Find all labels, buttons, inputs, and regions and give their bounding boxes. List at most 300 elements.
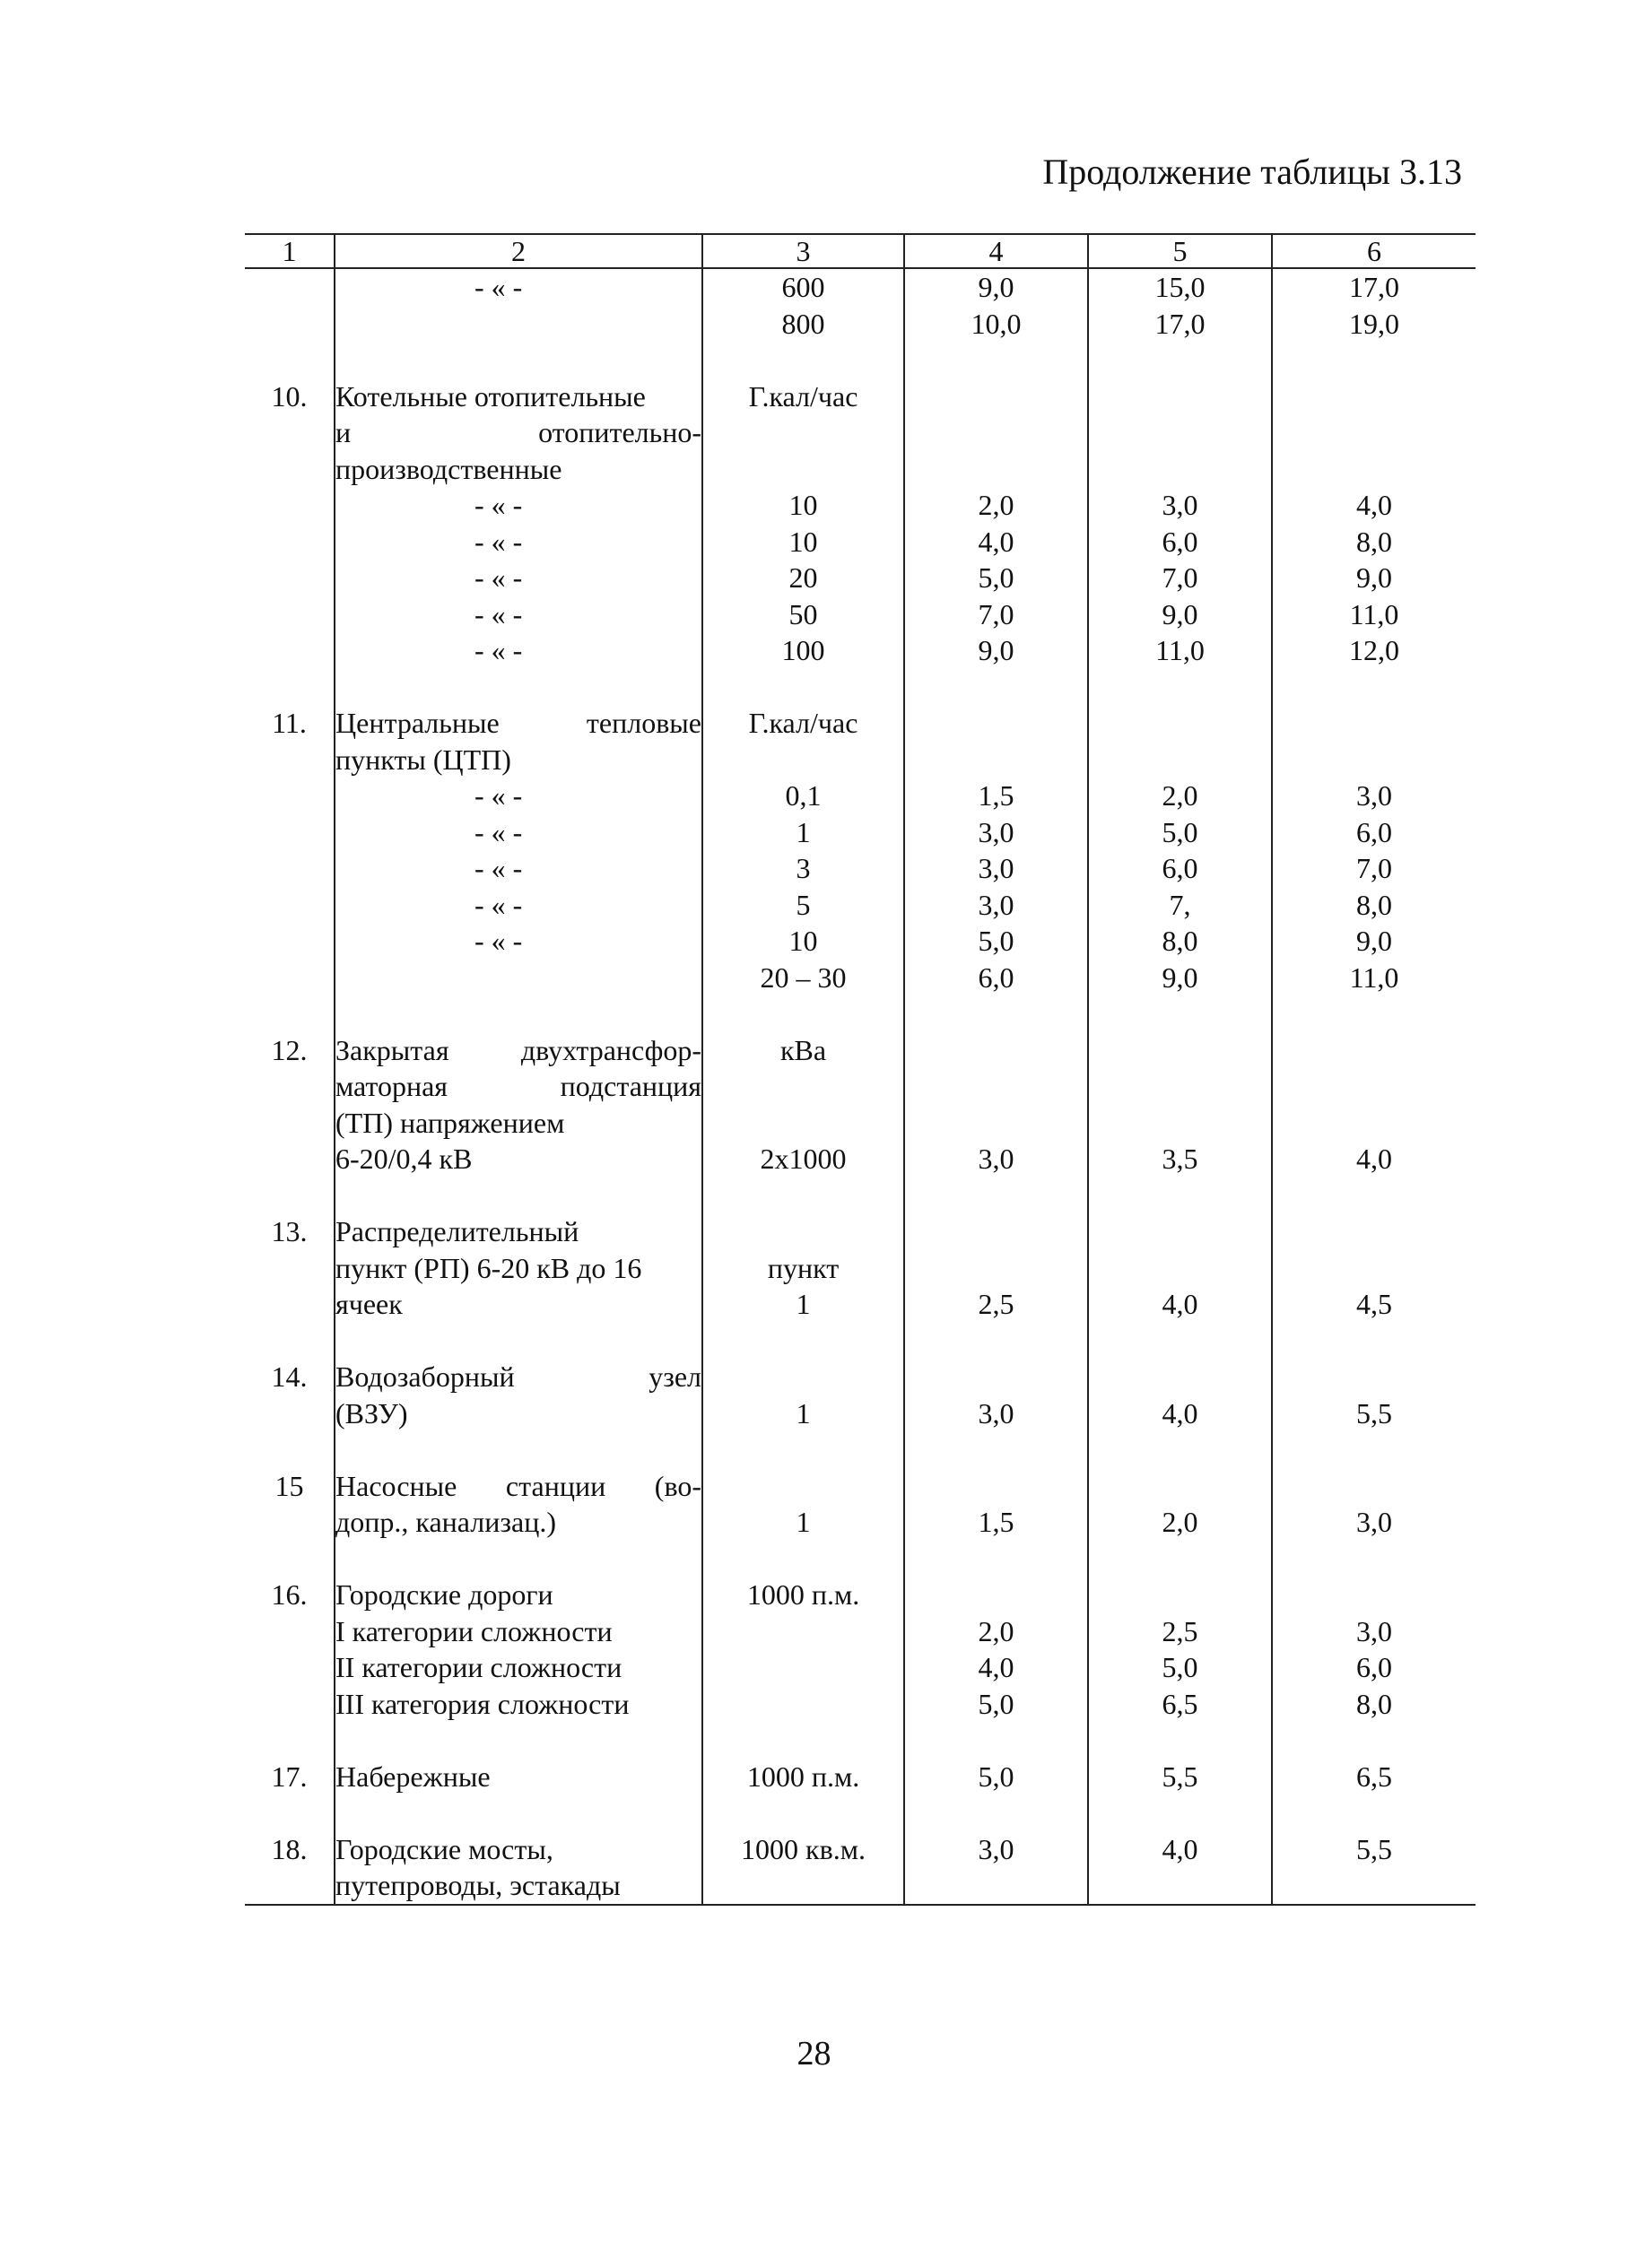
row-name-line: - « - (474, 815, 523, 848)
row-number: 16. (271, 1578, 308, 1611)
row-name-cell (335, 1577, 702, 1759)
row-spacer (335, 1177, 701, 1214)
row-name-cell (335, 378, 702, 706)
cell-value (1089, 1577, 1271, 1613)
row-name-line: - « - (474, 525, 523, 558)
row-spacer (245, 1068, 334, 1105)
column-number-row (245, 234, 1476, 268)
row-value-cell (904, 378, 1088, 706)
row-spacer (1273, 1177, 1476, 1214)
cell-value: 9,0 (978, 634, 1014, 666)
unit-value: 1 (796, 1288, 811, 1320)
row-name-line: I категории сложности (335, 1614, 613, 1647)
row-name-line: ячеек (335, 1288, 403, 1320)
row-value-cell (1088, 1831, 1272, 1905)
row-spacer (1089, 342, 1271, 378)
cell-value: 6,0 (1356, 815, 1392, 848)
cell-value (1273, 1867, 1476, 1904)
cell-value (905, 1250, 1087, 1287)
cell-value (1273, 1359, 1476, 1395)
row-number: 17. (271, 1760, 308, 1793)
row-name-line: Водозаборный узел (335, 1360, 701, 1393)
cell-value (1089, 414, 1271, 451)
cell-value (905, 1068, 1087, 1105)
cell-value: 5,0 (978, 1760, 1014, 1793)
row-name-line: Городские дороги (335, 1578, 553, 1611)
row-spacer (905, 1722, 1087, 1759)
column-header: 2 (335, 234, 702, 268)
row-name-cell (335, 268, 702, 378)
row-spacer (703, 1541, 903, 1577)
row-number: 15 (274, 1469, 304, 1502)
row-spacer (1273, 1722, 1476, 1759)
cell-value: 1,5 (978, 779, 1014, 812)
row-spacer (335, 1431, 701, 1468)
cell-value: 6,0 (1356, 1651, 1392, 1683)
unit-value (703, 1649, 903, 1686)
cell-value: 3,0 (978, 1143, 1014, 1175)
cell-value: 3,0 (1356, 779, 1392, 812)
row-spacer (905, 1541, 1087, 1577)
unit-value: 50 (788, 597, 818, 630)
cell-value: 9,0 (1162, 960, 1198, 994)
cell-value: 4,0 (1356, 1143, 1392, 1175)
row-value-cell (1088, 1577, 1272, 1759)
cell-value: 8,0 (1356, 1687, 1392, 1720)
cell-value (1273, 414, 1476, 451)
row-name-line: III категория сложности (335, 1687, 630, 1720)
row-spacer (245, 1613, 334, 1650)
cell-value: 11,0 (1349, 597, 1399, 630)
table-body (245, 268, 1476, 1905)
column-header: 4 (904, 234, 1088, 268)
row-name-line: Центральные тепловые (335, 707, 701, 739)
row-value-cell (904, 268, 1088, 378)
unit-value: 1000 п.м. (746, 1760, 860, 1793)
cell-value: 5,0 (978, 1687, 1014, 1720)
row-name-line: (ТП) напряжением (335, 1106, 565, 1139)
row-number-cell (245, 1577, 335, 1759)
row-name-line: - « - (474, 271, 523, 303)
cell-value: 7,0 (1356, 852, 1392, 884)
cell-value: 5,0 (1162, 1651, 1198, 1683)
row-spacer (1089, 1323, 1271, 1360)
cell-value: 3,0 (1162, 489, 1198, 521)
unit-value: 20 – 30 (760, 960, 847, 994)
row-number-cell (245, 1759, 335, 1831)
unit-value: 600 (781, 271, 825, 303)
row-unit-cell (702, 1359, 904, 1468)
cell-value: 9,0 (1356, 925, 1392, 957)
cell-value (1273, 378, 1476, 415)
cell-value: 5,0 (1162, 815, 1198, 848)
row-name-line: Набережные (335, 1760, 491, 1793)
row-unit-cell (702, 705, 904, 1032)
cell-value: 8,0 (1356, 525, 1392, 558)
cell-value: 12,0 (1349, 634, 1399, 666)
row-unit-cell (702, 1032, 904, 1214)
row-unit-cell (702, 1213, 904, 1359)
row-value-cell (1272, 1577, 1476, 1759)
cell-value: 10,0 (971, 307, 1022, 340)
cell-value (1273, 1032, 1476, 1069)
column-header: 1 (245, 234, 335, 268)
cell-value (1273, 1468, 1476, 1505)
cell-value: 4,5 (1356, 1288, 1392, 1320)
cell-value: 11,0 (1349, 960, 1399, 994)
row-value-cell (1088, 1213, 1272, 1359)
row-spacer (1089, 995, 1271, 1032)
cell-value (905, 414, 1087, 451)
row-value-cell (1088, 378, 1272, 706)
row-value-cell (1272, 268, 1476, 378)
cell-value (1089, 705, 1271, 742)
row-number-cell (245, 378, 335, 706)
row-spacer (245, 414, 334, 451)
unit-value (703, 1867, 903, 1904)
row-number-cell (245, 1831, 335, 1905)
row-spacer (335, 669, 701, 706)
row-spacer (245, 742, 334, 778)
cell-value (905, 378, 1087, 415)
page-number: 28 (797, 2035, 831, 2072)
row-value-cell (904, 705, 1088, 1032)
row-name-line: - « - (474, 852, 523, 884)
cell-value: 4,0 (1356, 489, 1392, 521)
row-spacer (335, 1541, 701, 1577)
cell-value: 6,0 (978, 960, 1014, 994)
table-row (245, 1759, 1476, 1831)
row-value-cell (1272, 1032, 1476, 1214)
row-name-cell (335, 705, 702, 1032)
row-value-cell (904, 1032, 1088, 1214)
cell-value: 3,0 (1356, 1506, 1392, 1538)
cell-value: 5,5 (1356, 1396, 1392, 1429)
cell-value: 4,0 (978, 525, 1014, 558)
row-spacer (905, 669, 1087, 706)
row-spacer (703, 1323, 903, 1360)
row-name-line: пункт (РП) 6-20 кВ до 16 (335, 1251, 642, 1284)
row-value-cell (1272, 378, 1476, 706)
unit-value: 1 (796, 1506, 811, 1538)
row-name-line: Распределительный (335, 1215, 579, 1247)
row-name-line: - « - (474, 597, 523, 630)
unit-value (703, 742, 903, 778)
row-name-line: Городские мосты, (335, 1832, 553, 1865)
unit-value: 100 (781, 634, 825, 666)
data-table-wrapper (245, 233, 1476, 1906)
row-name-line: пункты (ЦТП) (335, 743, 511, 776)
row-name-line: II категории сложности (335, 1651, 622, 1683)
cell-value: 6,5 (1162, 1687, 1198, 1720)
cell-value: 2,0 (978, 1614, 1014, 1647)
row-name-line: Закрытая двухтрансфор- (335, 1033, 701, 1066)
row-number: 10. (271, 379, 308, 413)
row-value-cell (1088, 1759, 1272, 1831)
row-name-cell (335, 1359, 702, 1468)
row-spacer (1273, 1541, 1476, 1577)
cell-value: 3,0 (978, 852, 1014, 884)
row-name-line: 6-20/0,4 кВ (335, 1143, 473, 1175)
row-spacer (703, 995, 903, 1032)
table-row (245, 1213, 1476, 1359)
cell-value (905, 1468, 1087, 1505)
cell-value: 9,0 (1162, 597, 1198, 630)
table-row (245, 1359, 1476, 1468)
unit-value: 10 (788, 525, 818, 558)
row-spacer (703, 1431, 903, 1468)
unit-value (703, 1686, 903, 1723)
cell-value: 1,5 (978, 1506, 1014, 1538)
unit-value (703, 451, 903, 488)
cell-value: 6,0 (1162, 852, 1198, 884)
row-value-cell (1088, 268, 1272, 378)
row-spacer (245, 1504, 334, 1541)
row-name-cell (335, 1032, 702, 1214)
cell-value: 6,0 (1162, 525, 1198, 558)
cell-value: 4,0 (978, 1651, 1014, 1683)
cell-value (1089, 1105, 1271, 1142)
table-row (245, 268, 1476, 378)
row-name-cell (335, 1213, 702, 1359)
cell-value (1273, 1213, 1476, 1250)
cell-value (1273, 1068, 1476, 1105)
row-value-cell (1272, 1213, 1476, 1359)
row-number-cell (245, 1468, 335, 1577)
row-name-cell (335, 1759, 702, 1831)
row-spacer (905, 1177, 1087, 1214)
row-unit-cell (702, 268, 904, 378)
row-value-cell (1272, 1468, 1476, 1577)
row-name-line: и отопительно- (335, 416, 701, 448)
unit-value: Г.кал/час (748, 379, 858, 413)
cell-value: 2,0 (1162, 779, 1198, 812)
cell-value (1273, 1250, 1476, 1287)
cell-value: 11,0 (1155, 634, 1205, 666)
row-name-line: Насосные станции (во- (335, 1469, 701, 1502)
column-header: 5 (1088, 234, 1272, 268)
unit-value: Г.кал/час (748, 707, 858, 739)
row-spacer (335, 1794, 701, 1831)
cell-value: 5,0 (978, 925, 1014, 957)
row-number: 13. (271, 1215, 308, 1247)
row-name-line: - « - (474, 561, 523, 594)
cell-value: 19,0 (1349, 307, 1399, 340)
row-value-cell (904, 1359, 1088, 1468)
table-row (245, 705, 1476, 1032)
row-spacer (1273, 995, 1476, 1032)
row-spacer (1273, 342, 1476, 378)
cell-value: 8,0 (1356, 888, 1392, 921)
cell-value (905, 1867, 1087, 1904)
cell-value (1273, 705, 1476, 742)
row-unit-cell (702, 1759, 904, 1831)
cell-value: 3,0 (978, 815, 1014, 848)
cell-value (1273, 451, 1476, 488)
cell-value (905, 1359, 1087, 1395)
row-spacer (335, 1722, 701, 1759)
cell-value: 2,0 (1162, 1506, 1198, 1538)
row-spacer (1089, 1431, 1271, 1468)
unit-value: 1 (796, 815, 811, 848)
cell-value (905, 1105, 1087, 1142)
cell-value: 5,5 (1162, 1760, 1198, 1793)
row-number: 18. (271, 1832, 308, 1865)
row-spacer (1273, 669, 1476, 706)
cell-value (905, 742, 1087, 778)
row-spacer (1273, 1431, 1476, 1468)
row-name-cell (335, 1831, 702, 1905)
row-spacer (703, 1177, 903, 1214)
table-row (245, 1468, 1476, 1577)
cell-value (1089, 451, 1271, 488)
row-name-line: (ВЗУ) (335, 1396, 408, 1429)
table-row (245, 378, 1476, 706)
cell-value (905, 1213, 1087, 1250)
unit-value: 10 (788, 925, 818, 957)
cell-value: 7, (1169, 888, 1191, 921)
row-number: 11. (272, 707, 307, 739)
row-value-cell (1088, 705, 1272, 1032)
cell-value (1089, 1867, 1271, 1904)
row-value-cell (904, 1213, 1088, 1359)
cell-value: 4,0 (1162, 1832, 1198, 1865)
cell-value: 5,0 (978, 561, 1014, 594)
unit-value: 10 (788, 489, 818, 521)
row-spacer (1089, 1541, 1271, 1577)
row-number-cell (245, 705, 335, 1032)
unit-value: 800 (781, 307, 825, 340)
unit-value (703, 1359, 903, 1395)
row-spacer (703, 1794, 903, 1831)
row-spacer (703, 342, 903, 378)
row-spacer (245, 1250, 334, 1287)
table-continuation-title: Продолжение таблицы 3.13 (1042, 152, 1462, 192)
row-spacer (703, 669, 903, 706)
row-value-cell (1088, 1359, 1272, 1468)
cell-value: 6,5 (1356, 1760, 1392, 1793)
row-number: 12. (271, 1033, 308, 1066)
row-number-cell (245, 1032, 335, 1214)
row-value-cell (1272, 705, 1476, 1032)
cell-value: 17,0 (1154, 307, 1206, 340)
row-value-cell (1088, 1468, 1272, 1577)
row-spacer (1089, 669, 1271, 706)
row-number: 14. (271, 1360, 308, 1393)
cell-value: 3,0 (1356, 1614, 1392, 1647)
column-header: 6 (1272, 234, 1476, 268)
row-spacer (1089, 1794, 1271, 1831)
row-name-line: - « - (474, 489, 523, 521)
unit-value (703, 1213, 903, 1250)
cell-value (1089, 1468, 1271, 1505)
unit-value: пункт (767, 1251, 840, 1284)
row-number-cell (245, 1213, 335, 1359)
cell-value (1089, 1359, 1271, 1395)
unit-value (703, 1105, 903, 1142)
row-value-cell (904, 1577, 1088, 1759)
row-name-line: - « - (474, 779, 523, 812)
unit-value (703, 1068, 903, 1105)
row-value-cell (904, 1759, 1088, 1831)
unit-value: 2х1000 (760, 1143, 847, 1175)
row-value-cell (1088, 1032, 1272, 1214)
cell-value: 4,0 (1162, 1396, 1198, 1429)
cell-value (1273, 742, 1476, 778)
row-spacer (1089, 1177, 1271, 1214)
cell-value: 3,5 (1162, 1143, 1198, 1175)
cell-value: 15,0 (1154, 271, 1206, 303)
unit-value: 1000 п.м. (746, 1578, 860, 1611)
unit-value (703, 1613, 903, 1650)
unit-value: 1000 кв.м. (741, 1832, 866, 1865)
cell-value: 2,5 (978, 1288, 1014, 1320)
row-spacer (245, 306, 334, 343)
cell-value: 4,0 (1162, 1288, 1198, 1320)
data-table (245, 233, 1476, 1906)
row-spacer (245, 1794, 334, 1831)
row-value-cell (1272, 1359, 1476, 1468)
unit-value (703, 414, 903, 451)
row-value-cell (1272, 1831, 1476, 1905)
cell-value: 17,0 (1349, 271, 1399, 303)
cell-value (1089, 1213, 1271, 1250)
unit-value: кВа (779, 1033, 827, 1066)
row-value-cell (904, 1831, 1088, 1905)
row-spacer (905, 995, 1087, 1032)
unit-value: 0,1 (785, 779, 822, 812)
row-unit-cell (702, 1468, 904, 1577)
table-row (245, 1032, 1476, 1214)
row-name-line: Котельные отопительные (335, 379, 646, 413)
row-spacer (245, 1395, 334, 1432)
row-spacer (1273, 1323, 1476, 1360)
row-name-line: производственные (335, 452, 562, 485)
unit-value: 3 (796, 852, 811, 884)
cell-value: 5,5 (1356, 1832, 1392, 1865)
row-spacer (703, 1722, 903, 1759)
cell-value: 7,0 (978, 597, 1014, 630)
unit-value: 20 (788, 561, 818, 594)
row-spacer (335, 1323, 701, 1360)
unit-value (703, 1468, 903, 1505)
row-name-line (335, 306, 701, 343)
unit-value: 5 (796, 888, 811, 921)
row-name-line: путепроводы, эстакады (335, 1869, 621, 1901)
row-spacer (905, 1431, 1087, 1468)
row-spacer (1273, 1794, 1476, 1831)
cell-value (905, 705, 1087, 742)
cell-value: 2,5 (1162, 1614, 1198, 1647)
cell-value (1089, 1032, 1271, 1069)
cell-value: 9,0 (1356, 561, 1392, 594)
cell-value (1273, 1577, 1476, 1613)
row-number-cell (245, 268, 335, 378)
row-spacer (1089, 1722, 1271, 1759)
cell-value: 3,0 (978, 1832, 1014, 1865)
unit-value: 1 (796, 1396, 811, 1429)
row-value-cell (904, 1468, 1088, 1577)
cell-value (1089, 1250, 1271, 1287)
cell-value (905, 1577, 1087, 1613)
cell-value: 7,0 (1162, 561, 1198, 594)
table-row (245, 1831, 1476, 1905)
row-number-cell (245, 1359, 335, 1468)
row-name-line: маторная подстанция (335, 1070, 701, 1102)
row-unit-cell (702, 378, 904, 706)
row-spacer (905, 1323, 1087, 1360)
cell-value: 9,0 (978, 271, 1014, 303)
